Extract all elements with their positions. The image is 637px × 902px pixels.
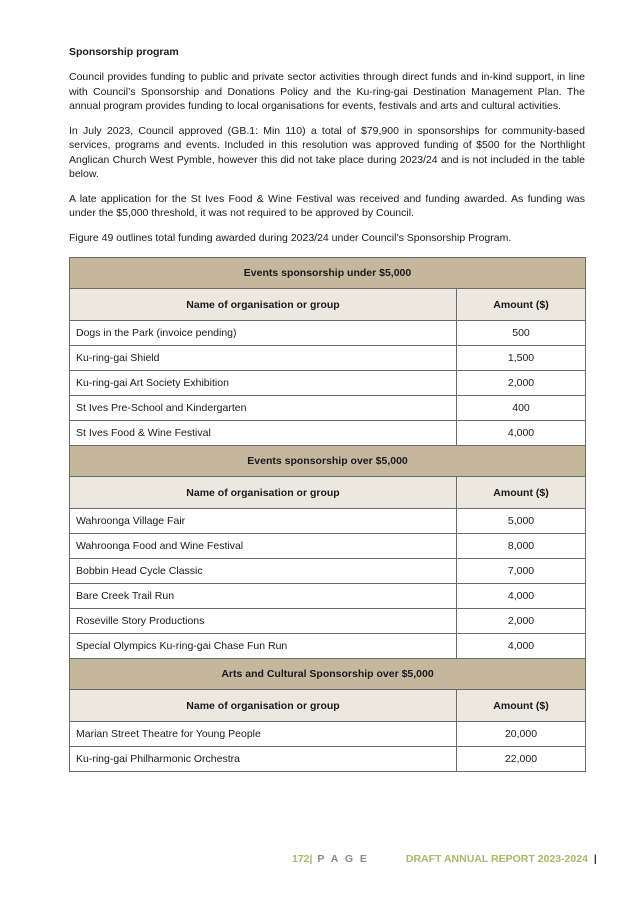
organisation-name: Dogs in the Park (invoice pending): [70, 321, 457, 346]
amount: 2,000: [457, 609, 586, 634]
page-number: 172|: [292, 853, 313, 865]
organisation-name: Bare Creek Trail Run: [70, 584, 457, 609]
amount: 2,000: [457, 371, 586, 396]
column-header-row: [70, 690, 586, 722]
table-row: [70, 421, 586, 446]
sponsorship-table: [69, 257, 586, 772]
approval-paragraph: In July 2023, Council approved (GB.1: Min 110) a total of $79,900 in sponsorships for community-based services, programs and events. Included in this resolution was approved funding of $500 for the Northlight Anglican Church West Pymble, however this did not take place during 2023/24 and is not included in the table below.: [69, 124, 585, 180]
table-row: [70, 371, 586, 396]
organisation-name: Ku-ring-gai Shield: [70, 346, 457, 371]
amount: 20,000: [457, 722, 586, 747]
column-header-name: Name of organisation or group: [70, 289, 457, 321]
figure-caption: Figure 49 outlines total funding awarded during 2023/24 under Council’s Sponsorship Program.: [69, 231, 512, 244]
amount: 4,000: [457, 421, 586, 446]
amount: 7,000: [457, 559, 586, 584]
table-row: [70, 722, 586, 747]
amount: 22,000: [457, 747, 586, 772]
table-row: [70, 584, 586, 609]
column-header-amount: Amount ($): [457, 477, 586, 509]
amount: 8,000: [457, 534, 586, 559]
organisation-name: St Ives Food & Wine Festival: [70, 421, 457, 446]
organisation-name: Roseville Story Productions: [70, 609, 457, 634]
column-header-name: Name of organisation or group: [70, 690, 457, 722]
section-header-row: [70, 258, 586, 289]
section-title: Events sponsorship over $5,000: [70, 446, 586, 477]
amount: 400: [457, 396, 586, 421]
table-row: [70, 634, 586, 659]
intro-paragraph: Council provides funding to public and private sector activities through direct funds and in-kind support, in line with Council’s Sponsorship and Donations Policy and the Ku-ring-gai Destination Management Plan. The annual program provides funding to local organisations for events, festivals and arts and cultural activities.: [69, 71, 585, 112]
page-content: [69, 46, 585, 772]
table-row: [70, 396, 586, 421]
column-header-amount: Amount ($): [457, 289, 586, 321]
organisation-name: Ku-ring-gai Philharmonic Orchestra: [70, 747, 457, 772]
section-title: Arts and Cultural Sponsorship over $5,000: [70, 659, 586, 690]
amount: 4,000: [457, 634, 586, 659]
organisation-name: St Ives Pre-School and Kindergarten: [70, 396, 457, 421]
organisation-name: Ku-ring-gai Art Society Exhibition: [70, 371, 457, 396]
table-row: [70, 534, 586, 559]
amount: 500: [457, 321, 586, 346]
page-footer: [292, 853, 597, 865]
organisation-name: Marian Street Theatre for Young People: [70, 722, 457, 747]
organisation-name: Special Olympics Ku-ring-gai Chase Fun Run: [70, 634, 457, 659]
organisation-name: Wahroonga Village Fair: [70, 509, 457, 534]
column-header-name: Name of organisation or group: [70, 477, 457, 509]
table-row: [70, 346, 586, 371]
section-title: Events sponsorship under $5,000: [70, 258, 586, 289]
column-header-amount: Amount ($): [457, 690, 586, 722]
amount: 5,000: [457, 509, 586, 534]
table-row: [70, 747, 586, 772]
organisation-name: Bobbin Head Cycle Classic: [70, 559, 457, 584]
late-application-paragraph: A late application for the St Ives Food & Wine Festival was received and funding awarded. As funding was under the $5,000 threshold, it was not required to be approved by Council.: [69, 192, 585, 219]
footer-separator: |: [593, 853, 597, 865]
section-header-row: [70, 446, 586, 477]
organisation-name: Wahroonga Food and Wine Festival: [70, 534, 457, 559]
amount: 4,000: [457, 584, 586, 609]
table-row: [70, 321, 586, 346]
table-row: [70, 559, 586, 584]
report-title: DRAFT ANNUAL REPORT 2023-2024: [405, 853, 588, 865]
page-label: P A G E: [317, 853, 369, 865]
column-header-row: [70, 477, 586, 509]
section-header-row: [70, 659, 586, 690]
table-row: [70, 609, 586, 634]
column-header-row: [70, 289, 586, 321]
amount: 1,500: [457, 346, 586, 371]
table-row: [70, 509, 586, 534]
section-heading: Sponsorship program: [69, 46, 179, 58]
